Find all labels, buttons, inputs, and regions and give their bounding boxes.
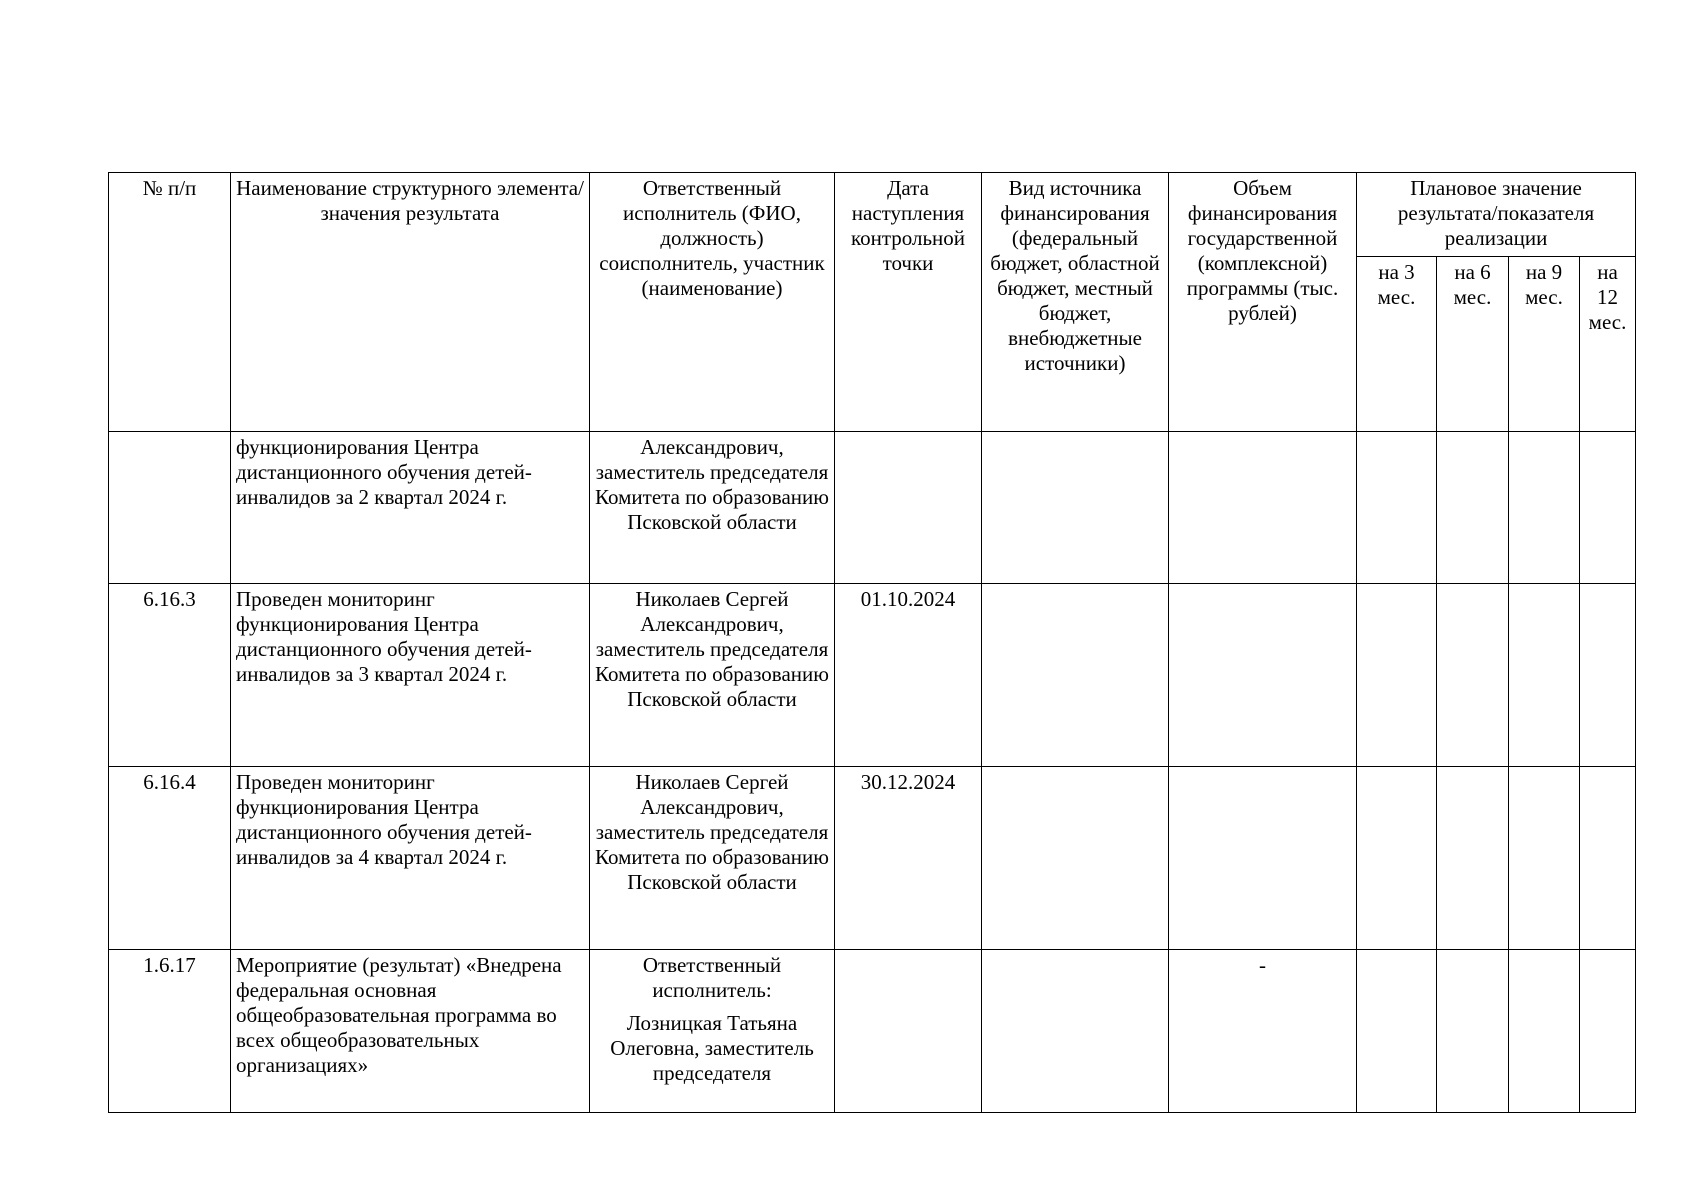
row-volume [1169,767,1357,950]
row-q6 [1437,767,1509,950]
row-name: Проведен мониторинг функционирования Центра дистанционного обучения детей-инвалидов за 3 квартал 2024 г. [231,584,590,767]
header-volume: Объем финансирования государственной (комплексной) программы (тыс. рублей) [1169,173,1357,432]
row-q9 [1509,432,1580,584]
table-row [109,584,1636,767]
row-responsible-label: Ответственный исполнитель: [642,953,782,1002]
header-q6: на 6 мес. [1437,257,1509,432]
plan-table [108,172,1636,1113]
row-q12 [1580,432,1636,584]
header-q12: на 12 мес. [1580,257,1636,432]
row-responsible: Лозницкая Татьяна Олеговна, заместитель председателя [610,1011,814,1085]
row-q12 [1580,767,1636,950]
row-date [835,950,982,1113]
row-responsible: Николаев Сергей Александрович, заместитель председателя Комитета по образованию Псковской области [590,767,835,950]
row-source [982,950,1169,1113]
row-q12 [1580,950,1636,1113]
row-q9 [1509,584,1580,767]
row-name: Проведен мониторинг функционирования Центра дистанционного обучения детей-инвалидов за 4 квартал 2024 г. [231,767,590,950]
row-q3 [1357,950,1437,1113]
row-name: Мероприятие (результат) «Внедрена федеральная основная общеобразовательная программа во всех общеобразовательных организациях» [231,950,590,1113]
header-row-top [109,173,1636,257]
header-date: Дата наступления контрольной точки [835,173,982,432]
table-row [109,432,1636,584]
volume-dash: - [1259,953,1266,977]
row-date [835,432,982,584]
row-q12 [1580,584,1636,767]
header-source: Вид источника финансирования (федеральный бюджет, областной бюджет, местный бюджет, внебюджетные источники) [982,173,1169,432]
header-num: № п/п [109,173,231,432]
header-q3: на 3 мес. [1357,257,1437,432]
row-num: 6.16.3 [109,584,231,767]
table-row [109,950,1636,1113]
row-q3 [1357,767,1437,950]
table-row [109,767,1636,950]
row-volume [1169,432,1357,584]
row-q6 [1437,584,1509,767]
row-q9 [1509,950,1580,1113]
row-num: 6.16.4 [109,767,231,950]
row-num: 1.6.17 [109,950,231,1113]
row-volume [1169,584,1357,767]
row-num [109,432,231,584]
row-q6 [1437,950,1509,1113]
row-volume [1169,950,1357,1113]
row-name: функционирования Центра дистанционного обучения детей-инвалидов за 2 квартал 2024 г. [231,432,590,584]
header-q9: на 9 мес. [1509,257,1580,432]
row-q6 [1437,432,1509,584]
row-q9 [1509,767,1580,950]
row-responsible-cell [590,950,835,1113]
row-source [982,584,1169,767]
row-source [982,767,1169,950]
row-q3 [1357,584,1437,767]
row-date: 30.12.2024 [835,767,982,950]
row-q3 [1357,432,1437,584]
row-date: 01.10.2024 [835,584,982,767]
row-responsible: Николаев Сергей Александрович, заместитель председателя Комитета по образованию Псковской области [590,584,835,767]
row-source [982,432,1169,584]
header-planned: Плановое значение результата/показателя реализации [1357,173,1636,257]
header-responsible: Ответственный исполнитель (ФИО, должность) соисполнитель, участник (наименование) [590,173,835,432]
row-responsible: Александрович, заместитель председателя Комитета по образованию Псковской области [590,432,835,584]
header-name: Наименование структурного элемента/ значения результата [231,173,590,432]
